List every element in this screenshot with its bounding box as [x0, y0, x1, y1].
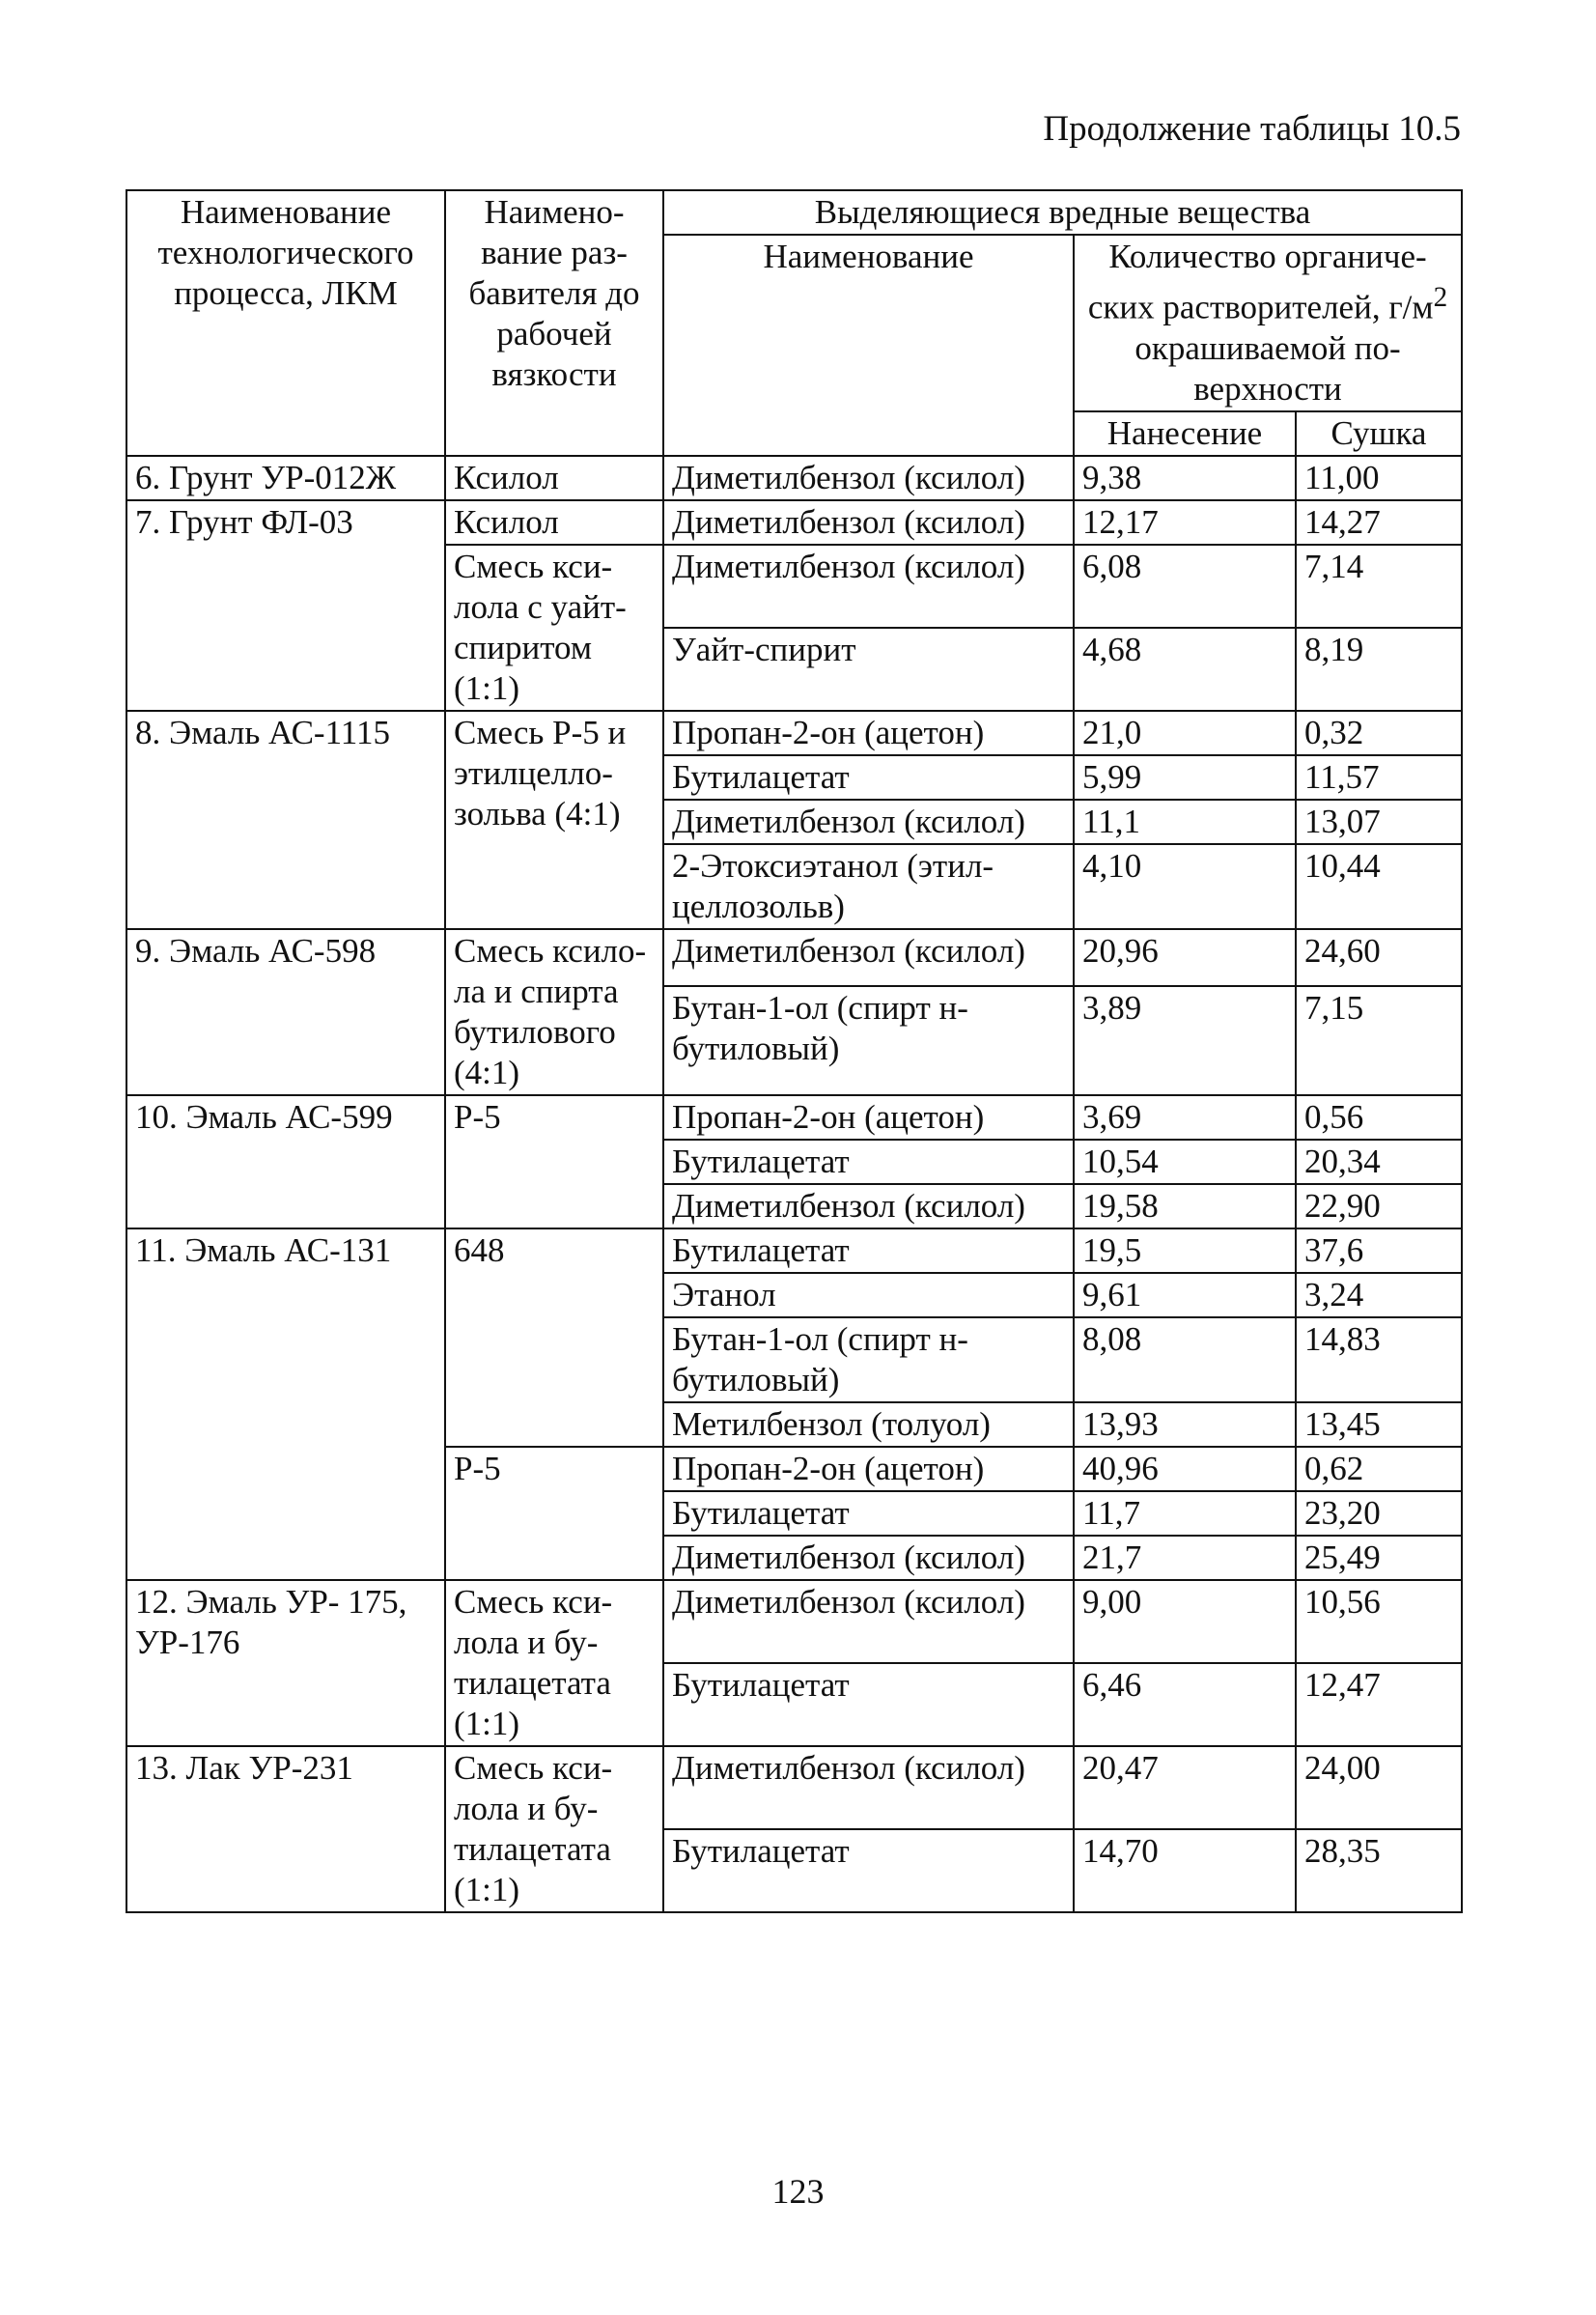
drying-value-cell: 0,62	[1296, 1447, 1462, 1491]
substance-name-cell: Бутан-1-ол (спирт н- бутиловый)	[663, 986, 1074, 1095]
drying-value-cell: 7,14	[1296, 545, 1462, 628]
substance-name-cell: Пропан-2-он (ацетон)	[663, 1447, 1074, 1491]
process-cell: 8. Эмаль АС-1115	[126, 711, 445, 929]
solvent-cell: Р-5	[445, 1447, 663, 1580]
header-application: Нанесение	[1074, 411, 1296, 456]
header-process: Наименование технологического процесса, ЛКМ	[126, 190, 445, 456]
drying-value-cell: 10,44	[1296, 844, 1462, 929]
solvent-cell: Смесь кси- лола и бу- тилацетата (1:1)	[445, 1746, 663, 1912]
drying-value-cell: 28,35	[1296, 1829, 1462, 1912]
substance-name-cell: Диметилбензол (ксилол)	[663, 1184, 1074, 1228]
drying-value-cell: 3,24	[1296, 1273, 1462, 1317]
drying-value-cell: 37,6	[1296, 1228, 1462, 1273]
solvent-cell: Смесь кси- лола с уайт- спиритом (1:1)	[445, 545, 663, 711]
drying-value-cell: 14,83	[1296, 1317, 1462, 1402]
application-value-cell: 21,7	[1074, 1536, 1296, 1580]
application-value-cell: 14,70	[1074, 1829, 1296, 1912]
header-solvent: Наимено- вание раз- бавителя до рабочей вязкости	[445, 190, 663, 456]
table-row	[126, 929, 1462, 986]
application-value-cell: 40,96	[1074, 1447, 1296, 1491]
application-value-cell: 5,99	[1074, 755, 1296, 800]
substance-name-cell: Бутилацетат	[663, 1491, 1074, 1536]
substance-name-cell: Диметилбензол (ксилол)	[663, 500, 1074, 545]
drying-value-cell: 0,32	[1296, 711, 1462, 755]
drying-value-cell: 22,90	[1296, 1184, 1462, 1228]
application-value-cell: 8,08	[1074, 1317, 1296, 1402]
process-cell: 11. Эмаль АС-131	[126, 1228, 445, 1580]
solvent-cell: Ксилол	[445, 456, 663, 500]
drying-value-cell: 8,19	[1296, 628, 1462, 711]
substance-name-cell: Бутан-1-ол (спирт н- бутиловый)	[663, 1317, 1074, 1402]
header-released-group: Выделяющиеся вредные вещества	[663, 190, 1462, 235]
solvent-cell: Смесь ксило- ла и спирта бутилового (4:1)	[445, 929, 663, 1095]
drying-value-cell: 24,00	[1296, 1746, 1462, 1829]
drying-value-cell: 13,07	[1296, 800, 1462, 844]
table-row	[126, 1746, 1462, 1829]
substance-name-cell: Бутилацетат	[663, 1228, 1074, 1273]
application-value-cell: 4,10	[1074, 844, 1296, 929]
substance-name-cell: Бутилацетат	[663, 1829, 1074, 1912]
application-value-cell: 19,5	[1074, 1228, 1296, 1273]
header-substance-name: Наименование	[663, 235, 1074, 456]
header-amount-text: Количество органиче- ских растворителей, г/м	[1087, 238, 1434, 326]
process-cell: 10. Эмаль АС-599	[126, 1095, 445, 1228]
header-amount-tail: окрашиваемой по- верхности	[1134, 328, 1401, 408]
process-cell: 13. Лак УР-231	[126, 1746, 445, 1912]
drying-value-cell: 7,15	[1296, 986, 1462, 1095]
table-row	[126, 1095, 1462, 1140]
substance-name-cell: Диметилбензол (ксилол)	[663, 929, 1074, 986]
substance-name-cell: Пропан-2-он (ацетон)	[663, 711, 1074, 755]
substance-name-cell: Этанол	[663, 1273, 1074, 1317]
table-row	[126, 500, 1462, 545]
application-value-cell: 9,61	[1074, 1273, 1296, 1317]
application-value-cell: 6,46	[1074, 1663, 1296, 1746]
application-value-cell: 11,7	[1074, 1491, 1296, 1536]
substance-name-cell: Уайт-спирит	[663, 628, 1074, 711]
substance-name-cell: Диметилбензол (ксилол)	[663, 1536, 1074, 1580]
application-value-cell: 9,00	[1074, 1580, 1296, 1663]
solvent-cell: 648	[445, 1228, 663, 1447]
drying-value-cell: 20,34	[1296, 1140, 1462, 1184]
table-header	[126, 190, 1462, 456]
solvent-cell: Смесь Р-5 и этилцелло- зольва (4:1)	[445, 711, 663, 929]
application-value-cell: 20,96	[1074, 929, 1296, 986]
process-cell: 12. Эмаль УР- 175, УР-176	[126, 1580, 445, 1746]
process-cell: 7. Грунт ФЛ-03	[126, 500, 445, 711]
drying-value-cell: 12,47	[1296, 1663, 1462, 1746]
substance-name-cell: Диметилбензол (ксилол)	[663, 1746, 1074, 1829]
drying-value-cell: 0,56	[1296, 1095, 1462, 1140]
drying-value-cell: 11,57	[1296, 755, 1462, 800]
application-value-cell: 9,38	[1074, 456, 1296, 500]
substance-name-cell: Диметилбензол (ксилол)	[663, 800, 1074, 844]
drying-value-cell: 11,00	[1296, 456, 1462, 500]
drying-value-cell: 23,20	[1296, 1491, 1462, 1536]
substance-name-cell: Диметилбензол (ксилол)	[663, 456, 1074, 500]
application-value-cell: 21,0	[1074, 711, 1296, 755]
application-value-cell: 3,69	[1074, 1095, 1296, 1140]
drying-value-cell: 13,45	[1296, 1402, 1462, 1447]
emissions-table	[126, 189, 1463, 1913]
header-amount-sup: 2	[1433, 282, 1448, 313]
application-value-cell: 11,1	[1074, 800, 1296, 844]
solvent-cell: Ксилол	[445, 500, 663, 545]
table-caption: Продолжение таблицы 10.5	[1043, 109, 1461, 149]
application-value-cell: 6,08	[1074, 545, 1296, 628]
application-value-cell: 13,93	[1074, 1402, 1296, 1447]
table-row	[126, 1580, 1462, 1663]
substance-name-cell: 2-Этоксиэтанол (этил- целлозольв)	[663, 844, 1074, 929]
substance-name-cell: Бутилацетат	[663, 1663, 1074, 1746]
application-value-cell: 12,17	[1074, 500, 1296, 545]
substance-name-cell: Пропан-2-он (ацетон)	[663, 1095, 1074, 1140]
application-value-cell: 10,54	[1074, 1140, 1296, 1184]
substance-name-cell: Диметилбензол (ксилол)	[663, 545, 1074, 628]
process-cell: 6. Грунт УР-012Ж	[126, 456, 445, 500]
table-row	[126, 711, 1462, 755]
header-amount	[1074, 235, 1462, 411]
substance-name-cell: Бутилацетат	[663, 1140, 1074, 1184]
header-drying: Сушка	[1296, 411, 1462, 456]
drying-value-cell: 25,49	[1296, 1536, 1462, 1580]
substance-name-cell: Диметилбензол (ксилол)	[663, 1580, 1074, 1663]
table-body	[126, 456, 1462, 1912]
solvent-cell: Р-5	[445, 1095, 663, 1228]
application-value-cell: 4,68	[1074, 628, 1296, 711]
application-value-cell: 19,58	[1074, 1184, 1296, 1228]
substance-name-cell: Метилбензол (толуол)	[663, 1402, 1074, 1447]
substance-name-cell: Бутилацетат	[663, 755, 1074, 800]
solvent-cell: Смесь кси- лола и бу- тилацетата (1:1)	[445, 1580, 663, 1746]
table-row	[126, 456, 1462, 500]
drying-value-cell: 14,27	[1296, 500, 1462, 545]
application-value-cell: 20,47	[1074, 1746, 1296, 1829]
page-number: 123	[771, 2172, 825, 2211]
application-value-cell: 3,89	[1074, 986, 1296, 1095]
drying-value-cell: 24,60	[1296, 929, 1462, 986]
table-row	[126, 1228, 1462, 1273]
process-cell: 9. Эмаль АС-598	[126, 929, 445, 1095]
drying-value-cell: 10,56	[1296, 1580, 1462, 1663]
